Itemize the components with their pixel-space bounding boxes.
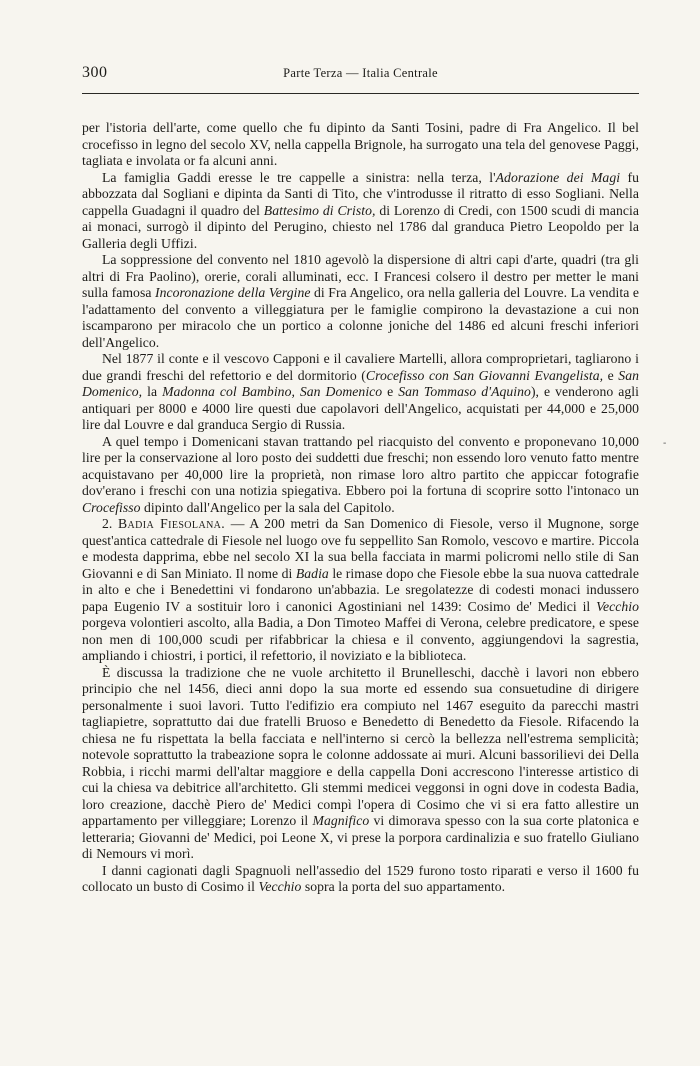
text-run: I danni cagionati dagli Spagnuoli nell'assedio del 1529 furono tosto riparati e verso il 1600 fu collocato un busto di Cosimo il [82,862,639,894]
italic-title: Battesimo di Cristo, [263,202,376,218]
text-run: È discussa la tradizione che ne vuole architetto il Brunelleschi, dacchè i lavori non ebbero principio che nel 1456, dieci anni dopo la sua morte ed essendo sua consuetudine di dirigere personalmente i suoi lavori. Tutto l'edifizio era compiuto nel 1467 eseguito da parecchi mastri tagliapietre, soprattutto dai due fratelli Bruoso e Benedetto di Benedetto da Fiesole. Rifacendo la chiesa ne fu rispettata la bella facciata e nell'interno si cercò la bellezza nell'estrema semplicità; notevole soprattutto la trabeazione sopra le colonne addossate ai muri. Alcuni bassorilievi dei Della Robbia, i ricchi marmi dell'altar maggiore e della cappella Doni accrescono l'interesse artistico di cui la chiesa va debitrice all'architetto. Gli stemmi medicei veggonsi in ogni dove in codesta Badia, loro creazione, dacchè Piero de' Medici compì l'opera di Cosimo che vi si era fatto allestire un appartamento per villeggiare; Lorenzo il [82,664,639,828]
text-run: La famiglia Gaddi eresse le tre cappelle a sinistra: nella terza, l' [102,169,496,185]
header-rule [82,93,639,94]
italic-title: Incoronazione della Vergine [154,285,311,300]
body-text [82,120,639,896]
italic-title: Madonna col Bambino, San Domenico [162,384,383,399]
paragraph-6 [82,516,639,665]
paragraph-3 [82,252,639,351]
text-run: la [142,384,163,399]
running-title: Parte Terza — Italia Centrale [283,66,438,80]
text-run: A quel tempo i Domenicani stavan trattando pel riacquisto del convento e proponevano 10,000 lire per la conservazione al loro posto dei suddetti due freschi; non essendo loro venuto fatto mentre acquistavano per 40,000 lire la proprietà, non rimase loro altro partito che appiccar fotografie dov'erano i freschi con una notizia spiegativa. Ebbero poi la fortuna di scoprire sotto l'intonaco un [82,433,639,498]
text-run: ), e venderono agli antiquari per 8000 e 4000 lire questi due capolavori dell'Angelico, acquistati per 44,000 e 25,000 lire dal Louvre e dal granduca Sergio di Russia. [82,384,639,432]
text-run: — A 200 metri da San Domenico di Fiesole, verso il Mugnone, sorge quest'antica cattedrale di Fiesole nel luogo ove fu seppellito San Romolo, vescovo e martire. Piccola e modesta dapprima, ebbe nel secolo XI la sua bella facciata in marmi policromi nello stile di San Giovanni e di San Miniato. Il nome di [82,516,639,581]
paragraph-8 [82,863,639,896]
text-run: fu abbozzata dal Sogliani e dipinta da Santi di Tito, che v'introdusse il ritratto di esso Sogliani. Nella cappella Guadagni il quadro del [82,169,639,218]
paragraph-1 [82,120,639,170]
text-run: le rimase dopo che Fiesole ebbe la sua nuova cattedrale in alto e che i Benedettini vi fondarono un'abbazia. Le sregolatezze di codesti monaci indussero papa Eugenio IV a sostituir loro i canonici Agostiniani nel 1439: Cosimo de' Medici il [82,565,639,614]
italic-title: Crocefisso con San Giovanni Evangelista, [365,367,604,383]
text-run: e [603,367,619,383]
text-run: di Lorenzo di Credi, con 1500 scudi di mancia ai monaci, surrogò il dipinto del Perugino, chiesto nel 1786 dal granduca Pietro Leopoldo per la Galleria degli Uffizi. [82,202,639,251]
italic-title: Vecchio [596,598,639,614]
text-run: e [382,384,399,399]
text-run: porgeva volontieri ascolto, alla Badia, a Don Timoteo Maffei di Verona, celebre predicatore, e spese non men di 100,000 scudi per rifabbricar la chiesa e il convento, aggiungendovi la sagrestia, ampliando i chiostri, i portici, il refettorio, il noviziato e la biblioteca. [82,615,639,663]
italic-title: Badia [295,565,329,581]
text-run: sopra la porta del suo appartamento. [301,879,506,894]
text-run: dipinto dall'Angelico per la sala del Capitolo. [140,499,395,515]
running-head [82,64,639,86]
text-run: vi dimorava spesso con la sua corte platonica e letteraria; Giovanni de' Medici, poi Leone X, vi prese la porpora cardinalizia e suo fratello Giuliano di Nemours vi morì. [82,813,639,861]
margin-mark: - [663,438,667,449]
paragraph-7 [82,665,639,863]
italic-title: San Tommaso d'Aquino [398,384,531,399]
text-run: di Fra Angelico, ora nella galleria del Louvre. La vendita e l'adattamento del convento a villeggiatura per le famiglie compirono la devastazione a cui non iscamparono per miracolo che un portico a colonne joniche del 1486 ed alcuni freschi inferiori dell'Angelico. [82,285,640,350]
paragraph-4 [82,351,639,434]
text-run: La soppressione del convento nel 1810 agevolò la dispersione di altri capi d'arte, quadri (tra gli altri di Fra Paolino), orerie, corali alluminati, ecc. I Francesi colsero il destro per metter le mani sulla famosa [82,252,639,300]
italic-title: San Domenico, [82,367,639,399]
italic-title: Vecchio [258,879,302,894]
italic-title: Crocefisso [82,499,141,515]
section-number: 2. [102,516,113,531]
paragraph-5 [82,434,639,517]
text-run: Nel 1877 il conte e il vescovo Capponi e il cavaliere Martelli, allora comproprietari, tagliarono i due grandi freschi del refettorio e del dormitorio ( [82,351,639,383]
italic-title: Adorazione dei Magi [495,169,621,185]
text-run: per l'istoria dell'arte, come quello che fu dipinto da Santi Tosini, padre di Fra Angelico. Il bel crocefisso in legno del secolo XV, nella cappella Brignole, ha surrogato una tela del genovese Paggi, tagliata e involata or fa alcuni anni. [82,120,639,168]
page-number: 300 [82,64,108,81]
section-heading: Badia Fiesolana. [118,516,226,531]
italic-title: Magnifico [312,813,370,828]
paragraph-2 [82,170,639,253]
